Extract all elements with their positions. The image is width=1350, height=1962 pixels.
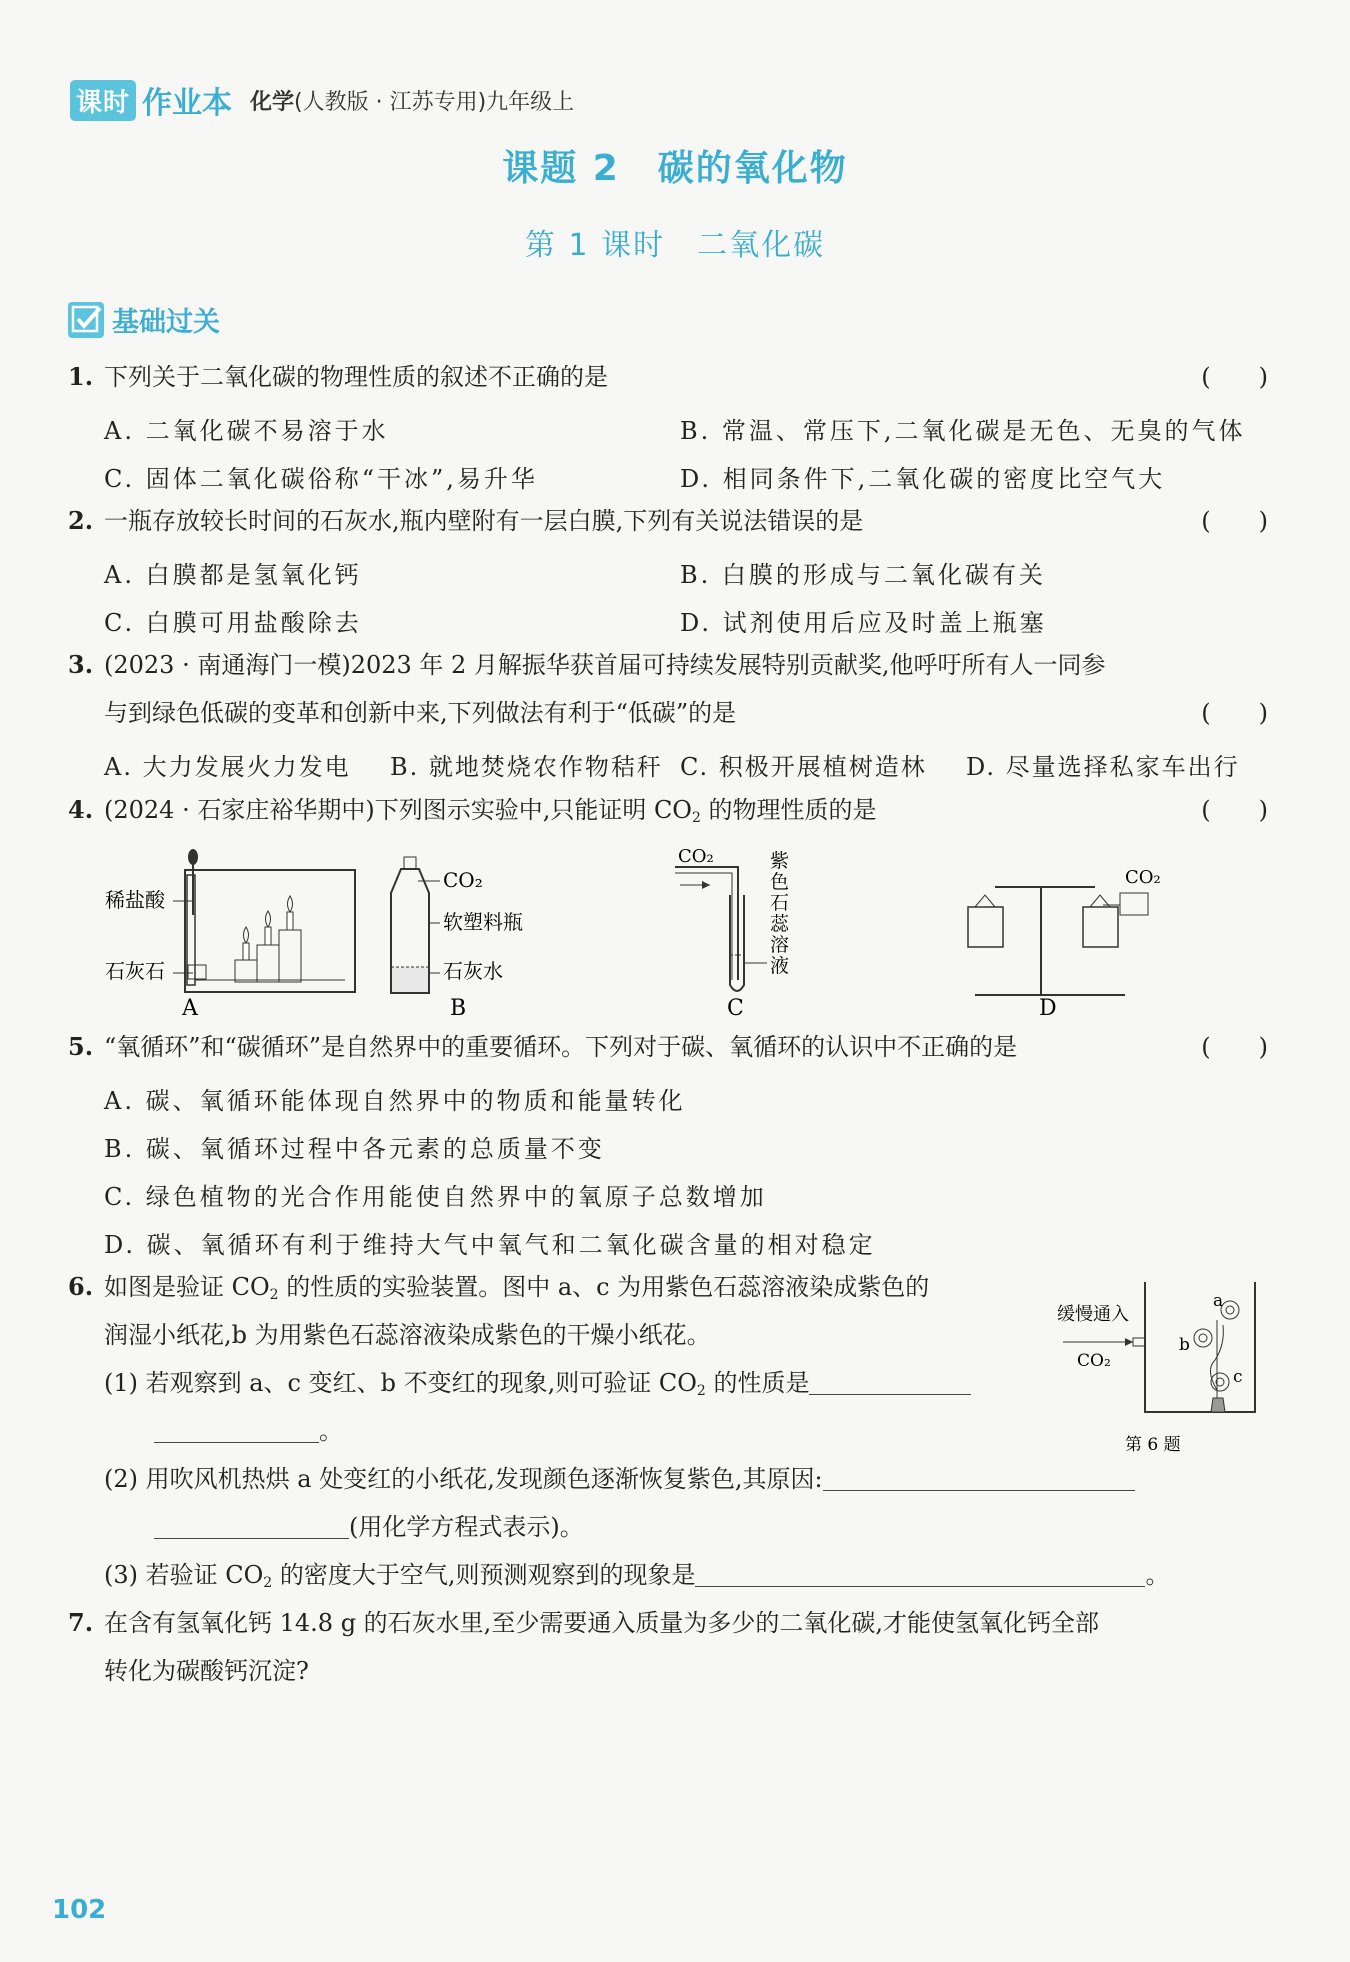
fig-c-co2-label: CO₂ <box>678 846 714 867</box>
question-3-line2 <box>104 699 1268 728</box>
section-heading <box>68 300 220 339</box>
q6-part1 <box>104 1369 1054 1400</box>
q6-fig-c-label: c <box>1233 1367 1243 1387</box>
q5-option-a: A. 碳、氧循环能体现自然界中的物质和能量转化 <box>104 1087 686 1115</box>
q6-figure <box>1055 1270 1275 1460</box>
header <box>70 80 574 120</box>
page-title: 课题 2 碳的氧化物 <box>502 148 848 189</box>
jar-apparatus <box>1063 1282 1255 1412</box>
question-4 <box>68 796 1268 827</box>
question-text: “氧循环”和“碳循环”是自然界中的重要循环。下列对于碳、氧循环的认识中不正确的是 <box>104 1033 1018 1061</box>
answer-paren: ( ) <box>1201 796 1268 824</box>
answer-paren: ( ) <box>1201 699 1268 727</box>
question-text-line1: 在含有氢氧化钙 14.8 g 的石灰水里,至少需要通入质量为多少的二氧化碳,才能使氢氧化钙全部 <box>104 1609 1099 1637</box>
subscript: 2 <box>696 1383 706 1399</box>
question-5 <box>68 1033 1268 1062</box>
page-subtitle: 第 1 课时 二氧化碳 <box>524 228 826 263</box>
question-2 <box>68 507 1268 536</box>
q6-part2-blank[interactable] <box>823 1466 1135 1491</box>
q1-option-c: C. 固体二氧化碳俗称“干冰”,易升华 <box>104 465 538 493</box>
q6-part1-line2 <box>154 1417 454 1446</box>
question-text: 如图是验证 CO <box>104 1273 270 1301</box>
q3-option-a: A. 大力发展火力发电 <box>104 753 351 781</box>
question-7-line2: 转化为碳酸钙沉淀? <box>104 1657 309 1685</box>
answer-paren: ( ) <box>1201 363 1268 391</box>
answer-paren: ( ) <box>1201 1033 1268 1061</box>
q6-part2-end: (用化学方程式表示)。 <box>349 1513 584 1541</box>
fig-c-liquid-label-5: 溶 <box>770 934 790 956</box>
fig-a-stone-label: 石灰石 <box>105 959 165 983</box>
answer-paren: ( ) <box>1201 507 1268 535</box>
q6-fig-inlet-label: 缓慢通入 <box>1057 1304 1129 1325</box>
fig-d-co2-label: CO₂ <box>1125 867 1161 888</box>
question-number: 5. <box>68 1032 94 1061</box>
fig-c-liquid-label-2: 色 <box>770 871 790 893</box>
subscript: 2 <box>692 810 701 826</box>
question-text-line2: 与到绿色低碳的变革和创新中来,下列做法有利于“低碳”的是 <box>104 699 737 727</box>
question-number: 7. <box>68 1608 94 1637</box>
question-number: 3. <box>68 650 94 679</box>
section-label: 基础过关 <box>112 307 220 338</box>
fig-a-hcl-label: 稀盐酸 <box>105 888 165 912</box>
figure-a-beaker <box>185 849 355 992</box>
question-6-line2: 润湿小纸花,b 为用紫色石蕊溶液染成紫色的干燥小纸花。 <box>104 1321 711 1349</box>
fig-c-liquid-label-6: 液 <box>770 955 790 977</box>
q1-option-b: B. 常温、常压下,二氧化碳是无色、无臭的气体 <box>680 417 1246 445</box>
question-text-line1: (2023 · 南通海门一模)2023 年 2 月解振华获首届可持续发展特别贡献奖,他呼吁所有人一同参 <box>104 651 1106 679</box>
fig-b-co2-label: CO₂ <box>443 868 483 892</box>
figure-d-balance <box>968 887 1148 995</box>
q2-option-c: C. 白膜可用盐酸除去 <box>104 609 362 637</box>
q2-option-d: D. 试剂使用后应及时盖上瓶塞 <box>680 609 1047 637</box>
figure-b-bottle <box>391 857 429 993</box>
q1-option-d: D. 相同条件下,二氧化碳的密度比空气大 <box>680 465 1166 493</box>
question-text: 下列关于二氧化碳的物理性质的叙述不正确的是 <box>104 363 608 391</box>
question-number: 1. <box>68 362 94 391</box>
q6-part3-text: (3) 若验证 CO <box>104 1561 264 1589</box>
q3-option-d: D. 尽量选择私家车出行 <box>966 753 1240 781</box>
fig-c-liquid-label-4: 蕊 <box>770 913 790 935</box>
question-number: 4. <box>68 795 94 824</box>
fig-label-c: C <box>727 996 744 1020</box>
q6-part3-blank[interactable] <box>695 1562 1145 1587</box>
page-number: 102 <box>52 1895 107 1925</box>
question-3 <box>68 651 1268 680</box>
fig-c-liquid-label-3: 石 <box>770 892 790 914</box>
question-number: 6. <box>68 1272 94 1301</box>
checkbox-icon <box>68 302 104 338</box>
subscript: 2 <box>263 1575 273 1591</box>
q1-option-a: A. 二氧化碳不易溶于水 <box>104 417 389 445</box>
question-7 <box>68 1609 1268 1638</box>
q5-option-c: C. 绿色植物的光合作用能使自然界中的氧原子总数增加 <box>104 1183 767 1211</box>
question-text: (2024 · 石家庄裕华期中)下列图示实验中,只能证明 CO <box>104 796 692 824</box>
logo-box: 课时 <box>70 80 136 121</box>
q2-option-a: A. 白膜都是氢氧化钙 <box>104 561 362 589</box>
q6-fig-co2-label: CO₂ <box>1077 1351 1111 1371</box>
q6-fig-caption: 第 6 题 <box>1125 1435 1181 1455</box>
question-text-cont: 的性质的实验装置。图中 a、c 为用紫色石蕊溶液染成紫色的 <box>278 1273 930 1301</box>
question-1 <box>68 363 1268 392</box>
fig-b-bottle-label: 软塑料瓶 <box>443 910 523 934</box>
subscript: 2 <box>269 1287 279 1303</box>
period: 。 <box>319 1417 343 1445</box>
brand-logo <box>70 78 232 122</box>
q6-part2 <box>104 1465 1268 1494</box>
q6-part2-blank-2[interactable] <box>154 1514 349 1539</box>
question-text-end: 的物理性质的是 <box>700 796 877 824</box>
q6-part3 <box>104 1561 1268 1592</box>
q6-part1-text: (1) 若观察到 a、c 变红、b 不变红的现象,则可验证 CO <box>104 1369 697 1397</box>
q2-option-b: B. 白膜的形成与二氧化碳有关 <box>680 561 1046 589</box>
q6-part2-text: (2) 用吹风机热烘 a 处变红的小纸花,发现颜色逐渐恢复紫色,其原因: <box>104 1465 823 1493</box>
q4-figures <box>95 845 1275 1020</box>
question-6 <box>68 1273 1058 1304</box>
q3-option-c: C. 积极开展植树造林 <box>680 753 927 781</box>
q6-part1-text-cont: 的性质是 <box>705 1369 810 1397</box>
fig-c-liquid-label-1: 紫 <box>770 850 790 872</box>
header-subject: 化学(人教版 · 江苏专用)九年级上 <box>250 89 575 115</box>
q6-part3-text-cont: 的密度大于空气,则预测观察到的现象是 <box>272 1561 696 1589</box>
q6-part2-line2 <box>154 1513 854 1542</box>
q6-fig-a-label: a <box>1213 1291 1224 1311</box>
fig-label-d: D <box>1039 996 1057 1020</box>
fig-label-a: A <box>182 996 198 1020</box>
q6-fig-b-label: b <box>1179 1335 1190 1355</box>
figure-c-test-tube <box>675 867 744 991</box>
logo-text: 作业本 <box>142 86 233 121</box>
q5-option-b: B. 碳、氧循环过程中各元素的总质量不变 <box>104 1135 605 1163</box>
q3-option-b: B. 就地焚烧农作物秸秆 <box>390 753 663 781</box>
q5-option-d: D. 碳、氧循环有利于维持大气中氧气和二氧化碳含量的相对稳定 <box>104 1231 876 1259</box>
q6-part1-blank-2[interactable] <box>154 1418 319 1443</box>
fig-b-water-label: 石灰水 <box>443 959 503 983</box>
question-text: 一瓶存放较长时间的石灰水,瓶内壁附有一层白膜,下列有关说法错误的是 <box>104 507 864 535</box>
q6-part1-blank[interactable] <box>809 1370 971 1395</box>
fig-label-b: B <box>450 996 467 1020</box>
question-number: 2. <box>68 506 94 535</box>
period: 。 <box>1145 1561 1170 1589</box>
